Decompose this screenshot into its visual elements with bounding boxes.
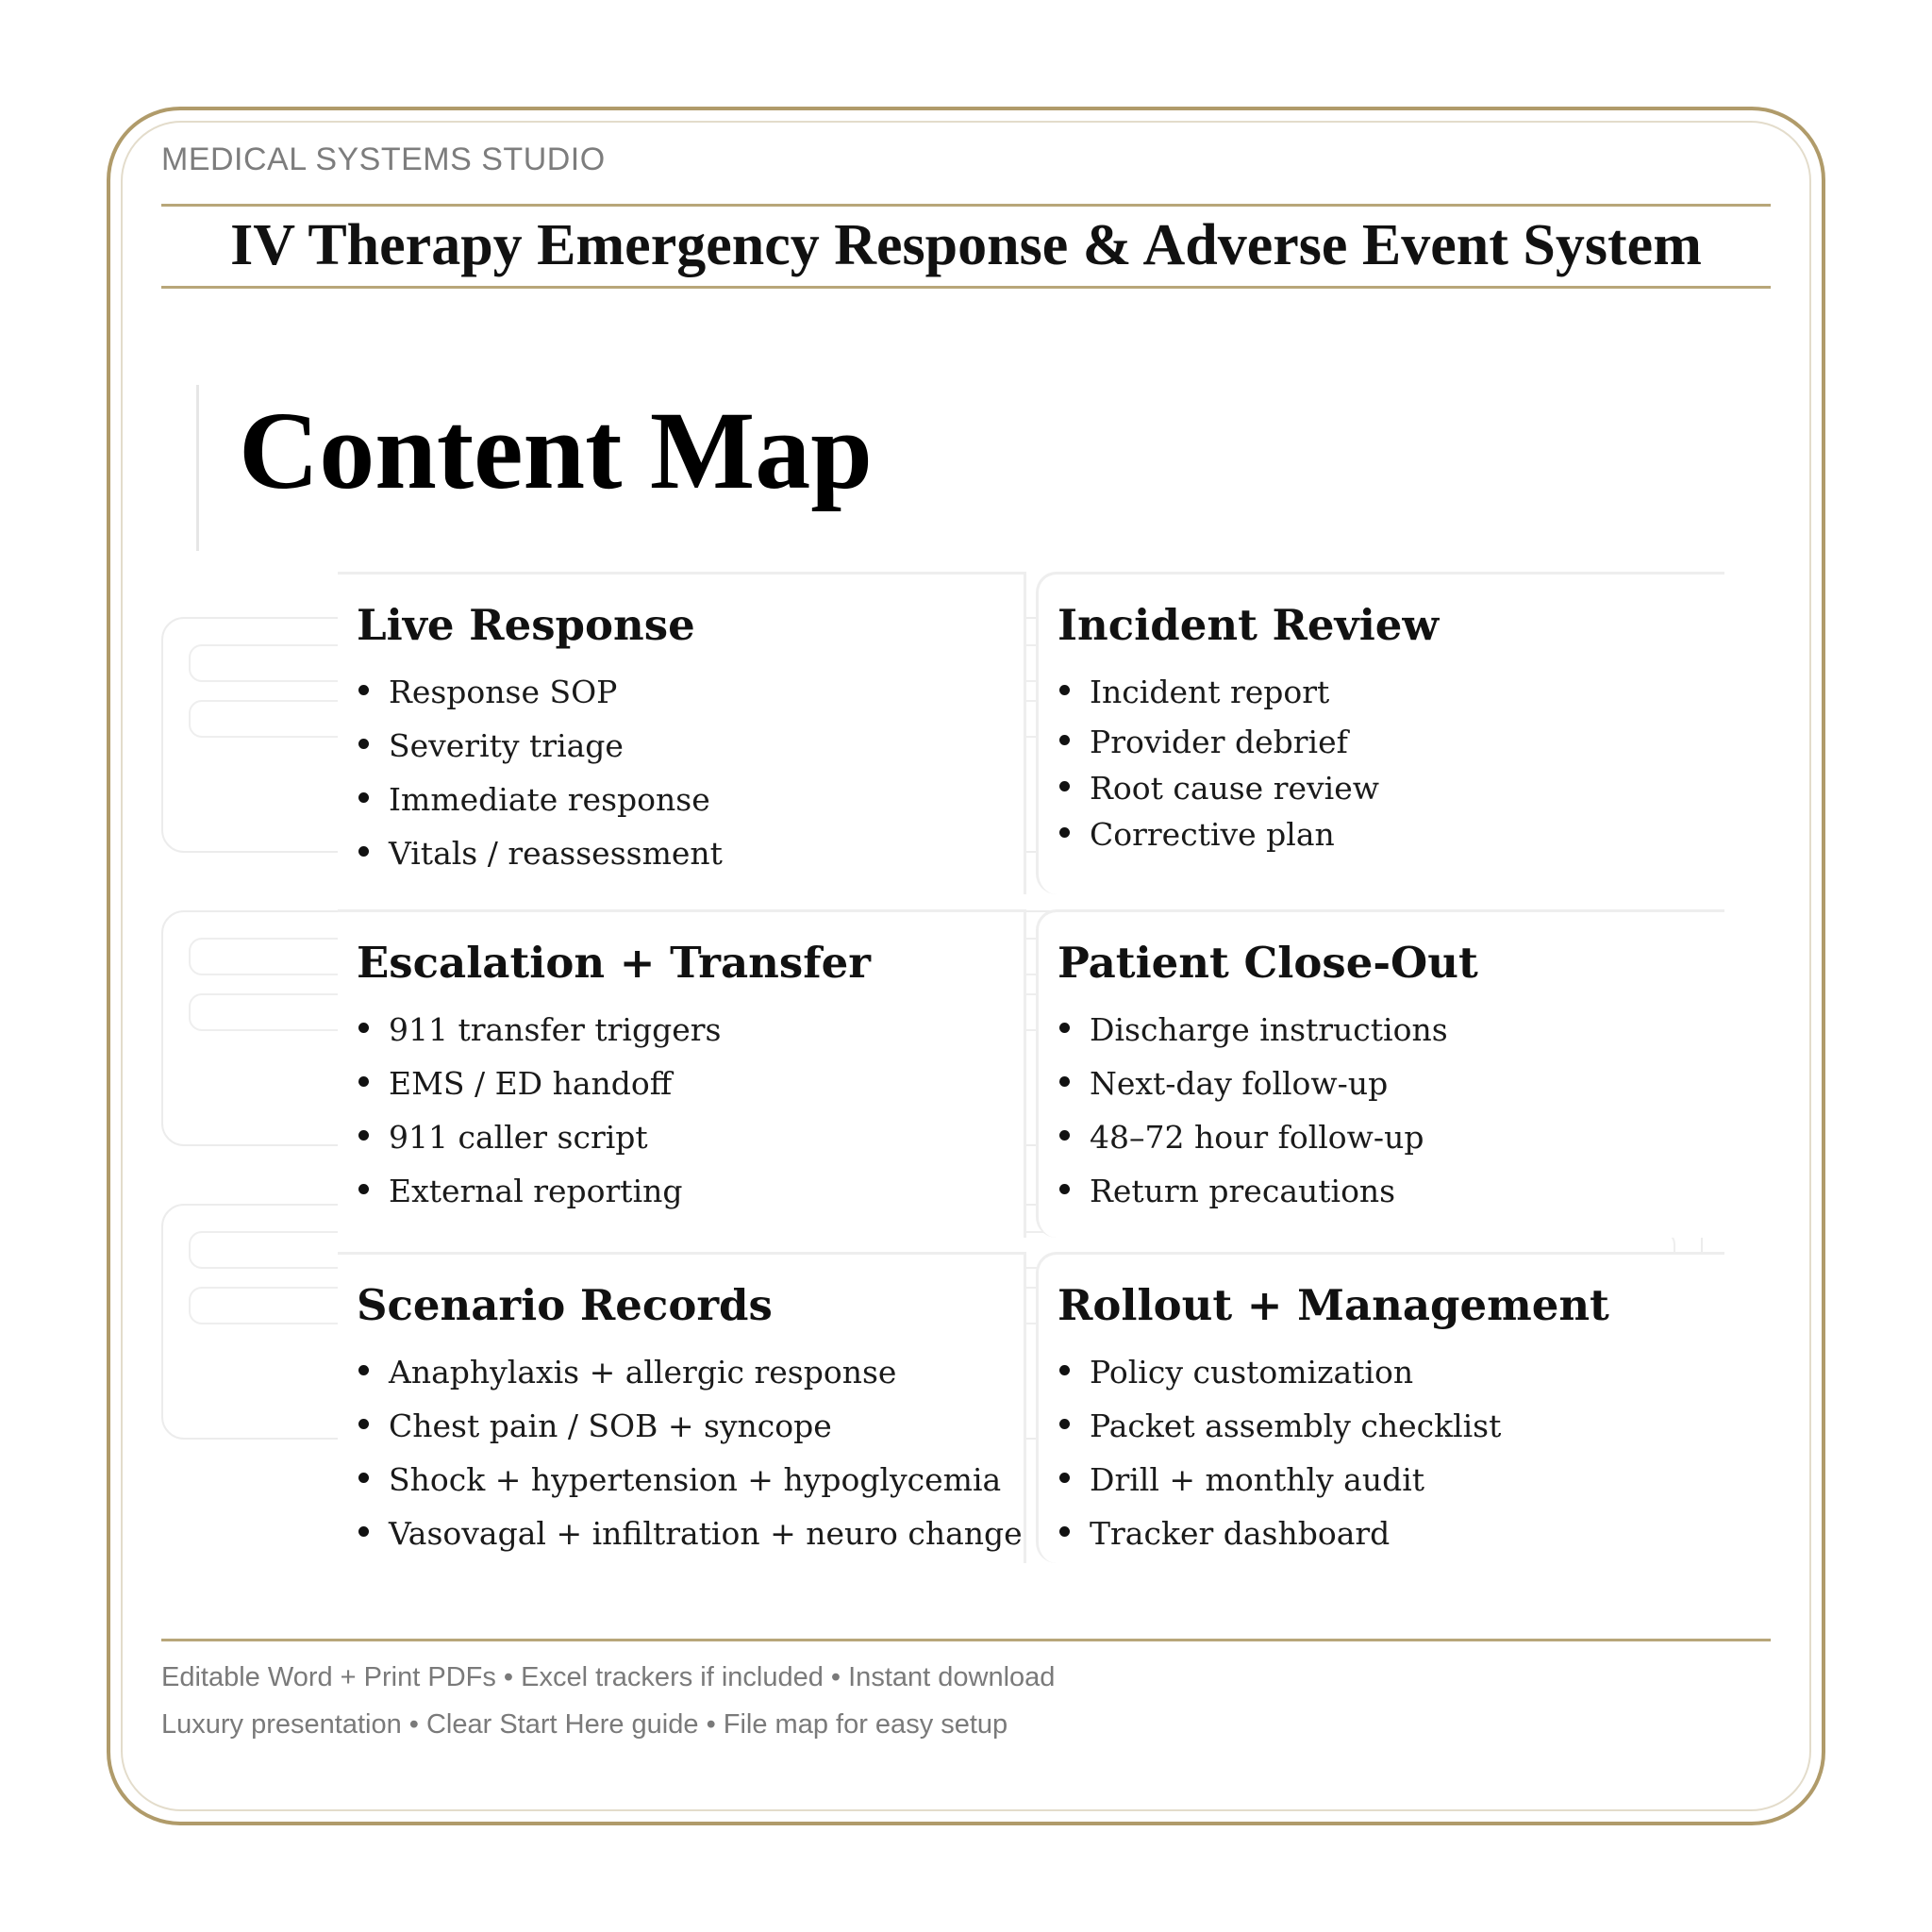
section-title: Escalation + Transfer xyxy=(357,938,871,988)
section-list xyxy=(357,1003,721,1218)
section-list xyxy=(1058,1003,1448,1218)
list-item: Chest pain / SOB + syncope xyxy=(357,1399,1023,1453)
list-item: Root cause review xyxy=(1058,765,1379,811)
list-item: Anaphylaxis + allergic response xyxy=(357,1345,1023,1399)
section-title: Incident Review xyxy=(1058,600,1440,650)
header-rule-top xyxy=(161,204,1771,207)
list-item: Drill + monthly audit xyxy=(1058,1453,1501,1507)
section-list xyxy=(1058,1345,1501,1560)
content-map-accent-bar xyxy=(196,385,199,551)
list-item: Tracker dashboard xyxy=(1058,1507,1501,1560)
list-item: Severity triage xyxy=(357,719,723,773)
section-card-patient-close-out xyxy=(1036,909,1724,1238)
section-card-incident-review xyxy=(1036,572,1724,894)
footer-rule xyxy=(161,1639,1771,1641)
section-card-live-response xyxy=(338,572,1026,894)
list-item: Corrective plan xyxy=(1058,811,1379,858)
list-item: Provider debrief xyxy=(1058,719,1379,765)
studio-name: MEDICAL SYSTEMS STUDIO xyxy=(161,142,606,177)
section-list xyxy=(1058,665,1379,858)
section-title: Scenario Records xyxy=(357,1280,773,1330)
footer-line-2: Luxury presentation • Clear Start Here guide • File map for easy setup xyxy=(161,1709,1008,1740)
section-title: Rollout + Management xyxy=(1058,1280,1609,1330)
list-item: EMS / ED handoff xyxy=(357,1057,721,1110)
list-item: Vasovagal + infiltration + neuro change xyxy=(357,1507,1023,1560)
list-item: 48–72 hour follow-up xyxy=(1058,1110,1448,1164)
list-item: Immediate response xyxy=(357,773,723,826)
section-title: Patient Close-Out xyxy=(1058,938,1478,988)
list-item: 911 caller script xyxy=(357,1110,721,1164)
section-card-rollout-management xyxy=(1036,1252,1724,1563)
footer-line-1: Editable Word + Print PDFs • Excel trackers if included • Instant download xyxy=(161,1662,1056,1692)
list-item: Response SOP xyxy=(357,665,723,719)
list-item: Incident report xyxy=(1058,665,1379,719)
section-card-escalation-transfer xyxy=(338,909,1026,1238)
list-item: Packet assembly checklist xyxy=(1058,1399,1501,1453)
list-item: Shock + hypertension + hypoglycemia xyxy=(357,1453,1023,1507)
list-item: Discharge instructions xyxy=(1058,1003,1448,1057)
list-item: 911 transfer triggers xyxy=(357,1003,721,1057)
list-item: Return precautions xyxy=(1058,1164,1448,1218)
header-rule-bottom xyxy=(161,286,1771,289)
system-title: IV Therapy Emergency Response & Adverse Event System xyxy=(230,213,1702,277)
list-item: Policy customization xyxy=(1058,1345,1501,1399)
content-map-title: Content Map xyxy=(239,389,873,512)
section-title: Live Response xyxy=(357,600,695,650)
list-item: External reporting xyxy=(357,1164,721,1218)
list-item: Vitals / reassessment xyxy=(357,826,723,880)
section-list xyxy=(357,665,723,880)
section-list xyxy=(357,1345,1023,1560)
list-item: Next-day follow-up xyxy=(1058,1057,1448,1110)
section-card-scenario-records xyxy=(338,1252,1026,1563)
